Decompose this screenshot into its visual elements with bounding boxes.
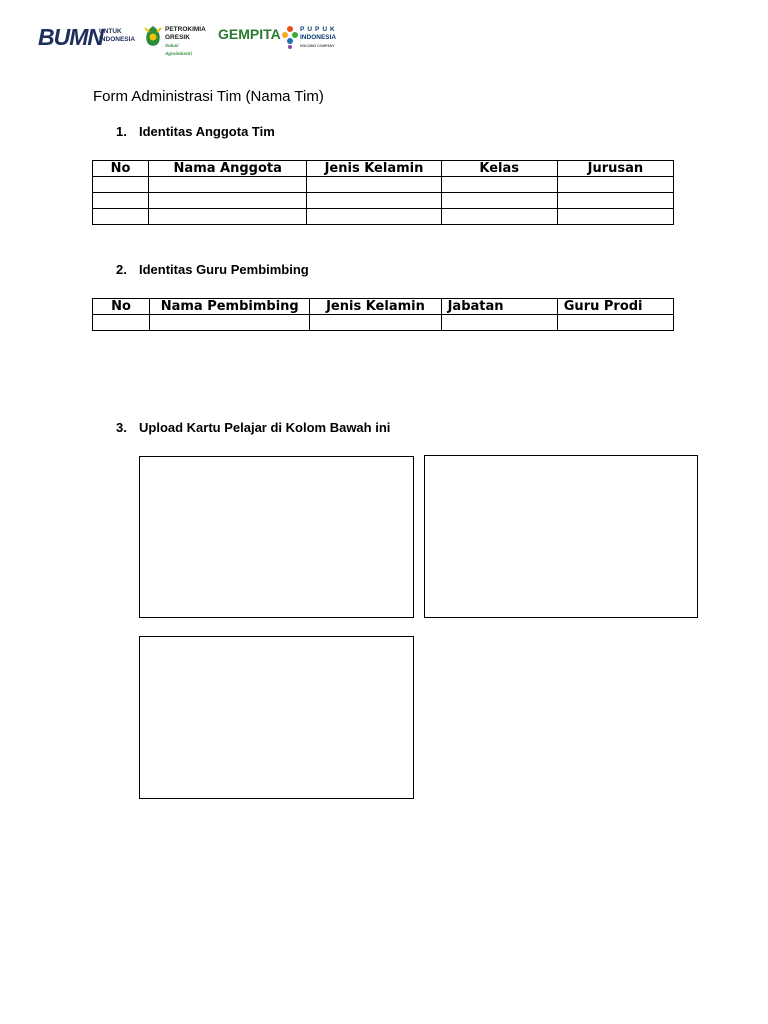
column-header: Nama Anggota: [149, 161, 307, 177]
bumn-logo: BUMN: [38, 24, 103, 50]
section-upload-kartu: 3. Upload Kartu Pelajar di Kolom Bawah ini: [116, 420, 391, 435]
table-cell[interactable]: [307, 177, 441, 193]
table-cell[interactable]: [557, 193, 673, 209]
table-cell[interactable]: [149, 193, 307, 209]
table-header-row: [93, 299, 674, 315]
table-cell[interactable]: [150, 315, 310, 331]
guru-table: [92, 298, 674, 331]
table-cell[interactable]: [93, 193, 149, 209]
table-cell[interactable]: [310, 315, 441, 331]
pupuk-indonesia-logo: PUPUK INDONESIA HOLDING COMPANY: [300, 26, 338, 48]
table-cell[interactable]: [149, 177, 307, 193]
section-identitas-guru: 2. Identitas Guru Pembimbing: [116, 262, 309, 277]
table-header-row: [93, 161, 674, 177]
table-cell[interactable]: [93, 209, 149, 225]
anggota-table: [92, 160, 674, 225]
table-cell[interactable]: [557, 315, 673, 331]
table-cell[interactable]: [441, 193, 557, 209]
table-cell[interactable]: [441, 177, 557, 193]
table-row: [93, 177, 674, 193]
table-cell[interactable]: [93, 177, 149, 193]
column-header: Kelas: [441, 161, 557, 177]
upload-box-2[interactable]: [424, 455, 698, 618]
table-cell[interactable]: [441, 315, 557, 331]
petrokimia-logo-icon: [143, 24, 163, 50]
petrokimia-logo: PETROKIMIA GRESIK Solusi Agroindustri: [165, 26, 206, 56]
table-row: [93, 193, 674, 209]
table-cell[interactable]: [441, 209, 557, 225]
table-cell[interactable]: [93, 315, 150, 331]
column-header: No: [93, 161, 149, 177]
table-row: [93, 209, 674, 225]
table-cell[interactable]: [307, 193, 441, 209]
column-header: Nama Pembimbing: [150, 299, 310, 315]
upload-box-3[interactable]: [139, 636, 414, 799]
column-header: Jenis Kelamin: [310, 299, 441, 315]
column-header: Jurusan: [557, 161, 673, 177]
column-header: Guru Prodi: [557, 299, 673, 315]
table-cell[interactable]: [557, 177, 673, 193]
form-title: Form Administrasi Tim (Nama Tim): [93, 88, 324, 105]
table-cell[interactable]: [557, 209, 673, 225]
bumn-logo-subtitle: UNTUK INDONESIA: [99, 28, 136, 43]
table-cell[interactable]: [307, 209, 441, 225]
gempita-logo: GEMPITA: [218, 26, 281, 42]
pupuk-logo-icon: [281, 24, 299, 50]
section-identitas-anggota: 1. Identitas Anggota Tim: [116, 124, 275, 139]
upload-box-1[interactable]: [139, 456, 414, 618]
column-header: Jabatan: [441, 299, 557, 315]
column-header: Jenis Kelamin: [307, 161, 441, 177]
table-row: [93, 315, 674, 331]
column-header: No: [93, 299, 150, 315]
table-cell[interactable]: [149, 209, 307, 225]
